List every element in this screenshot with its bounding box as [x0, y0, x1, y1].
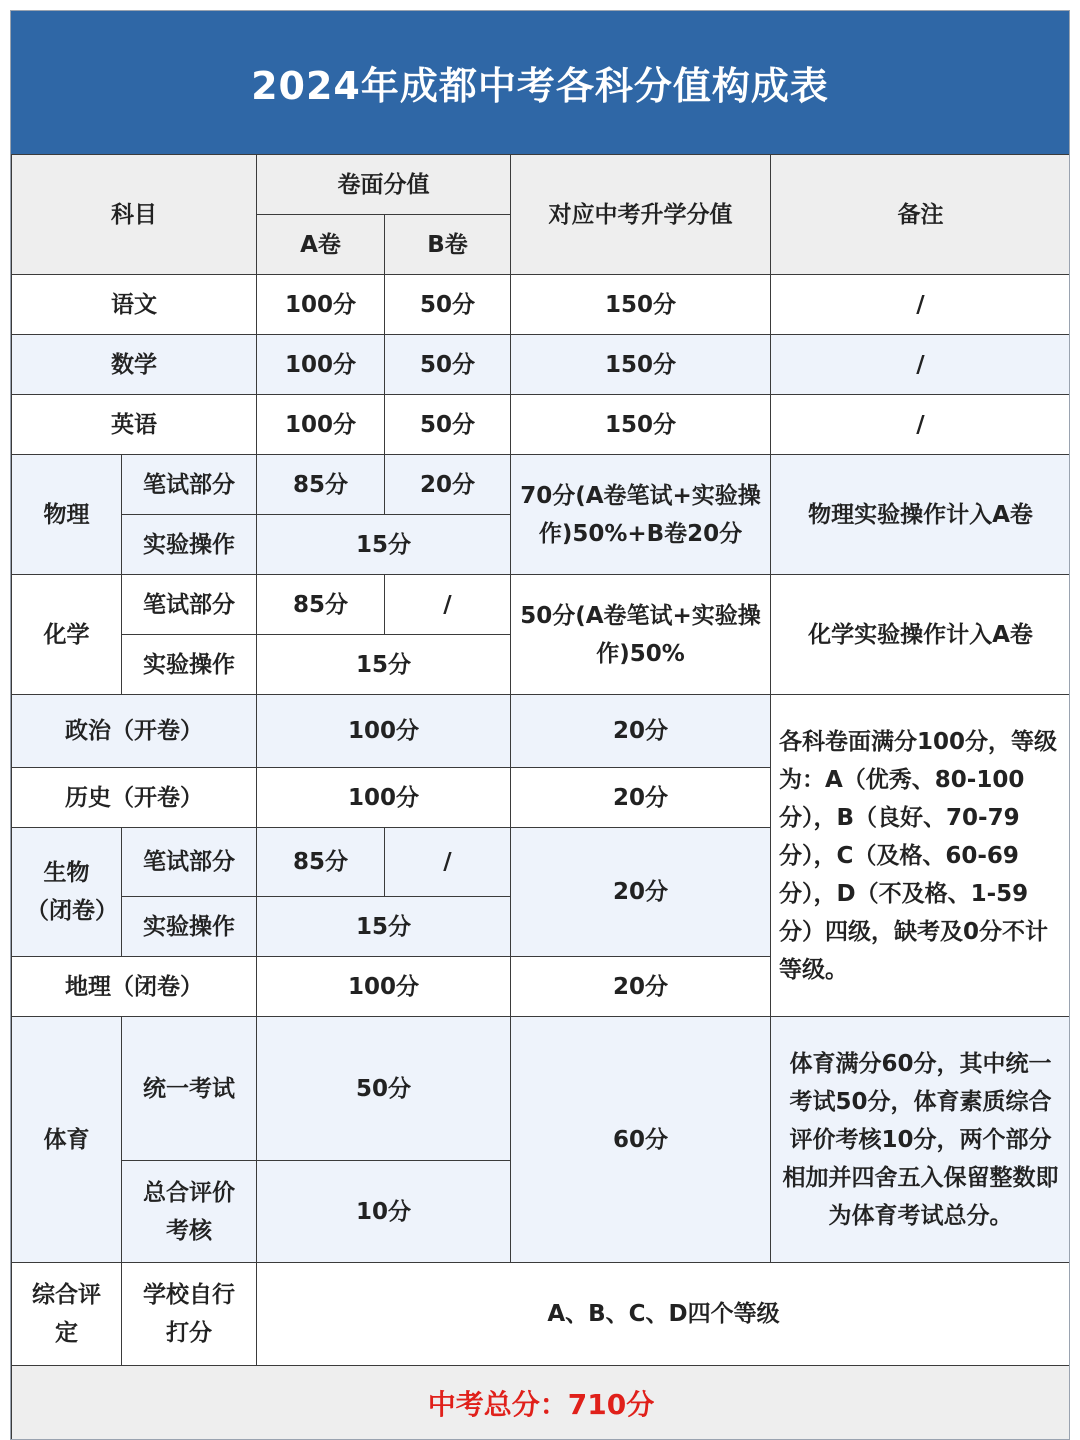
table-row	[12, 1017, 1071, 1161]
subject-cell: 化学	[12, 575, 122, 695]
subject-cell: 数学	[12, 335, 257, 395]
paper-b-cell: 50分	[385, 395, 511, 455]
subject-cell: 语文	[12, 275, 257, 335]
subject-cell: 历史（开卷）	[12, 768, 257, 828]
total-value: 710分	[568, 1388, 654, 1421]
subject-cell: 生物（闭卷）	[12, 828, 122, 957]
part-cell: 笔试部分	[122, 455, 257, 515]
paper-b-cell: /	[385, 828, 511, 897]
total-label: 中考总分：	[428, 1388, 568, 1421]
remark-cell: 物理实验操作计入A卷	[771, 455, 1071, 575]
total-cell	[12, 1366, 1071, 1440]
promotion-cell: 150分	[511, 335, 771, 395]
header-promotion-score: 对应中考升学分值	[511, 155, 771, 275]
part-cell: 总合评价考核	[122, 1161, 257, 1263]
grading-note-cell: 各科卷面满分100分，等级为：A（优秀、80-100分），B（良好、70-79分），C（及格、60-69分），D（不及格、1-59分）四级，缺考及0分不计等级。	[771, 695, 1071, 1017]
part-cell: 实验操作	[122, 897, 257, 957]
promotion-cell: 150分	[511, 275, 771, 335]
promotion-cell: 50分(A卷笔试+实验操作)50%	[511, 575, 771, 695]
table-row	[12, 455, 1071, 515]
header-paper-b: B卷	[385, 215, 511, 275]
header-remarks: 备注	[771, 155, 1071, 275]
title-bar	[11, 11, 1069, 154]
remark-cell: /	[771, 275, 1071, 335]
part-cell: 统一考试	[122, 1017, 257, 1161]
promotion-cell: 20分	[511, 695, 771, 768]
subject-cell: 体育	[12, 1017, 122, 1263]
part-cell: 实验操作	[122, 515, 257, 575]
lab-score-cell: 15分	[257, 635, 511, 695]
table-row	[12, 335, 1071, 395]
header-paper-a: A卷	[257, 215, 385, 275]
promotion-cell: 20分	[511, 768, 771, 828]
lab-score-cell: 15分	[257, 515, 511, 575]
subject-cell: 物理	[12, 455, 122, 575]
table-row	[12, 1263, 1071, 1366]
promotion-cell: 20分	[511, 957, 771, 1017]
subject-cell: 综合评定	[12, 1263, 122, 1366]
remark-cell: 体育满分60分，其中统一考试50分，体育素质综合评价考核10分，两个部分相加并四舍五入保留整数即为体育考试总分。	[771, 1017, 1071, 1263]
promotion-cell: 70分(A卷笔试+实验操作)50%+B卷20分	[511, 455, 771, 575]
remark-cell: 化学实验操作计入A卷	[771, 575, 1071, 695]
subject-cell: 地理（闭卷）	[12, 957, 257, 1017]
promotion-cell: 150分	[511, 395, 771, 455]
paper-a-cell: 100分	[257, 335, 385, 395]
paper-b-cell: 20分	[385, 455, 511, 515]
subject-cell: 政治（开卷）	[12, 695, 257, 768]
paper-b-cell: 50分	[385, 335, 511, 395]
promotion-cell: 20分	[511, 828, 771, 957]
subject-cell: 英语	[12, 395, 257, 455]
remark-cell: /	[771, 395, 1071, 455]
table-row	[12, 695, 1071, 768]
eval-score-cell: 10分	[257, 1161, 511, 1263]
paper-b-cell: 50分	[385, 275, 511, 335]
lab-score-cell: 15分	[257, 897, 511, 957]
part-cell: 笔试部分	[122, 575, 257, 635]
paper-b-cell: /	[385, 575, 511, 635]
unified-score-cell: 50分	[257, 1017, 511, 1161]
score-table-frame	[10, 10, 1070, 1440]
promotion-cell: 60分	[511, 1017, 771, 1263]
paper-a-cell: 85分	[257, 828, 385, 897]
page-title: 2024年成都中考各科分值构成表	[251, 55, 829, 110]
header-subject: 科目	[12, 155, 257, 275]
result-cell: A、B、C、D四个等级	[257, 1263, 1071, 1366]
remark-cell: /	[771, 335, 1071, 395]
table-row	[12, 575, 1071, 635]
header-row	[12, 155, 1071, 215]
paper-cell: 100分	[257, 768, 511, 828]
header-paper-score: 卷面分值	[257, 155, 511, 215]
paper-a-cell: 85分	[257, 455, 385, 515]
paper-cell: 100分	[257, 695, 511, 768]
part-cell: 笔试部分	[122, 828, 257, 897]
paper-cell: 100分	[257, 957, 511, 1017]
part-cell: 实验操作	[122, 635, 257, 695]
paper-a-cell: 100分	[257, 395, 385, 455]
paper-a-cell: 85分	[257, 575, 385, 635]
score-table	[11, 154, 1070, 1440]
paper-a-cell: 100分	[257, 275, 385, 335]
table-row	[12, 275, 1071, 335]
part-cell: 学校自行打分	[122, 1263, 257, 1366]
table-row	[12, 395, 1071, 455]
total-row	[12, 1366, 1071, 1440]
